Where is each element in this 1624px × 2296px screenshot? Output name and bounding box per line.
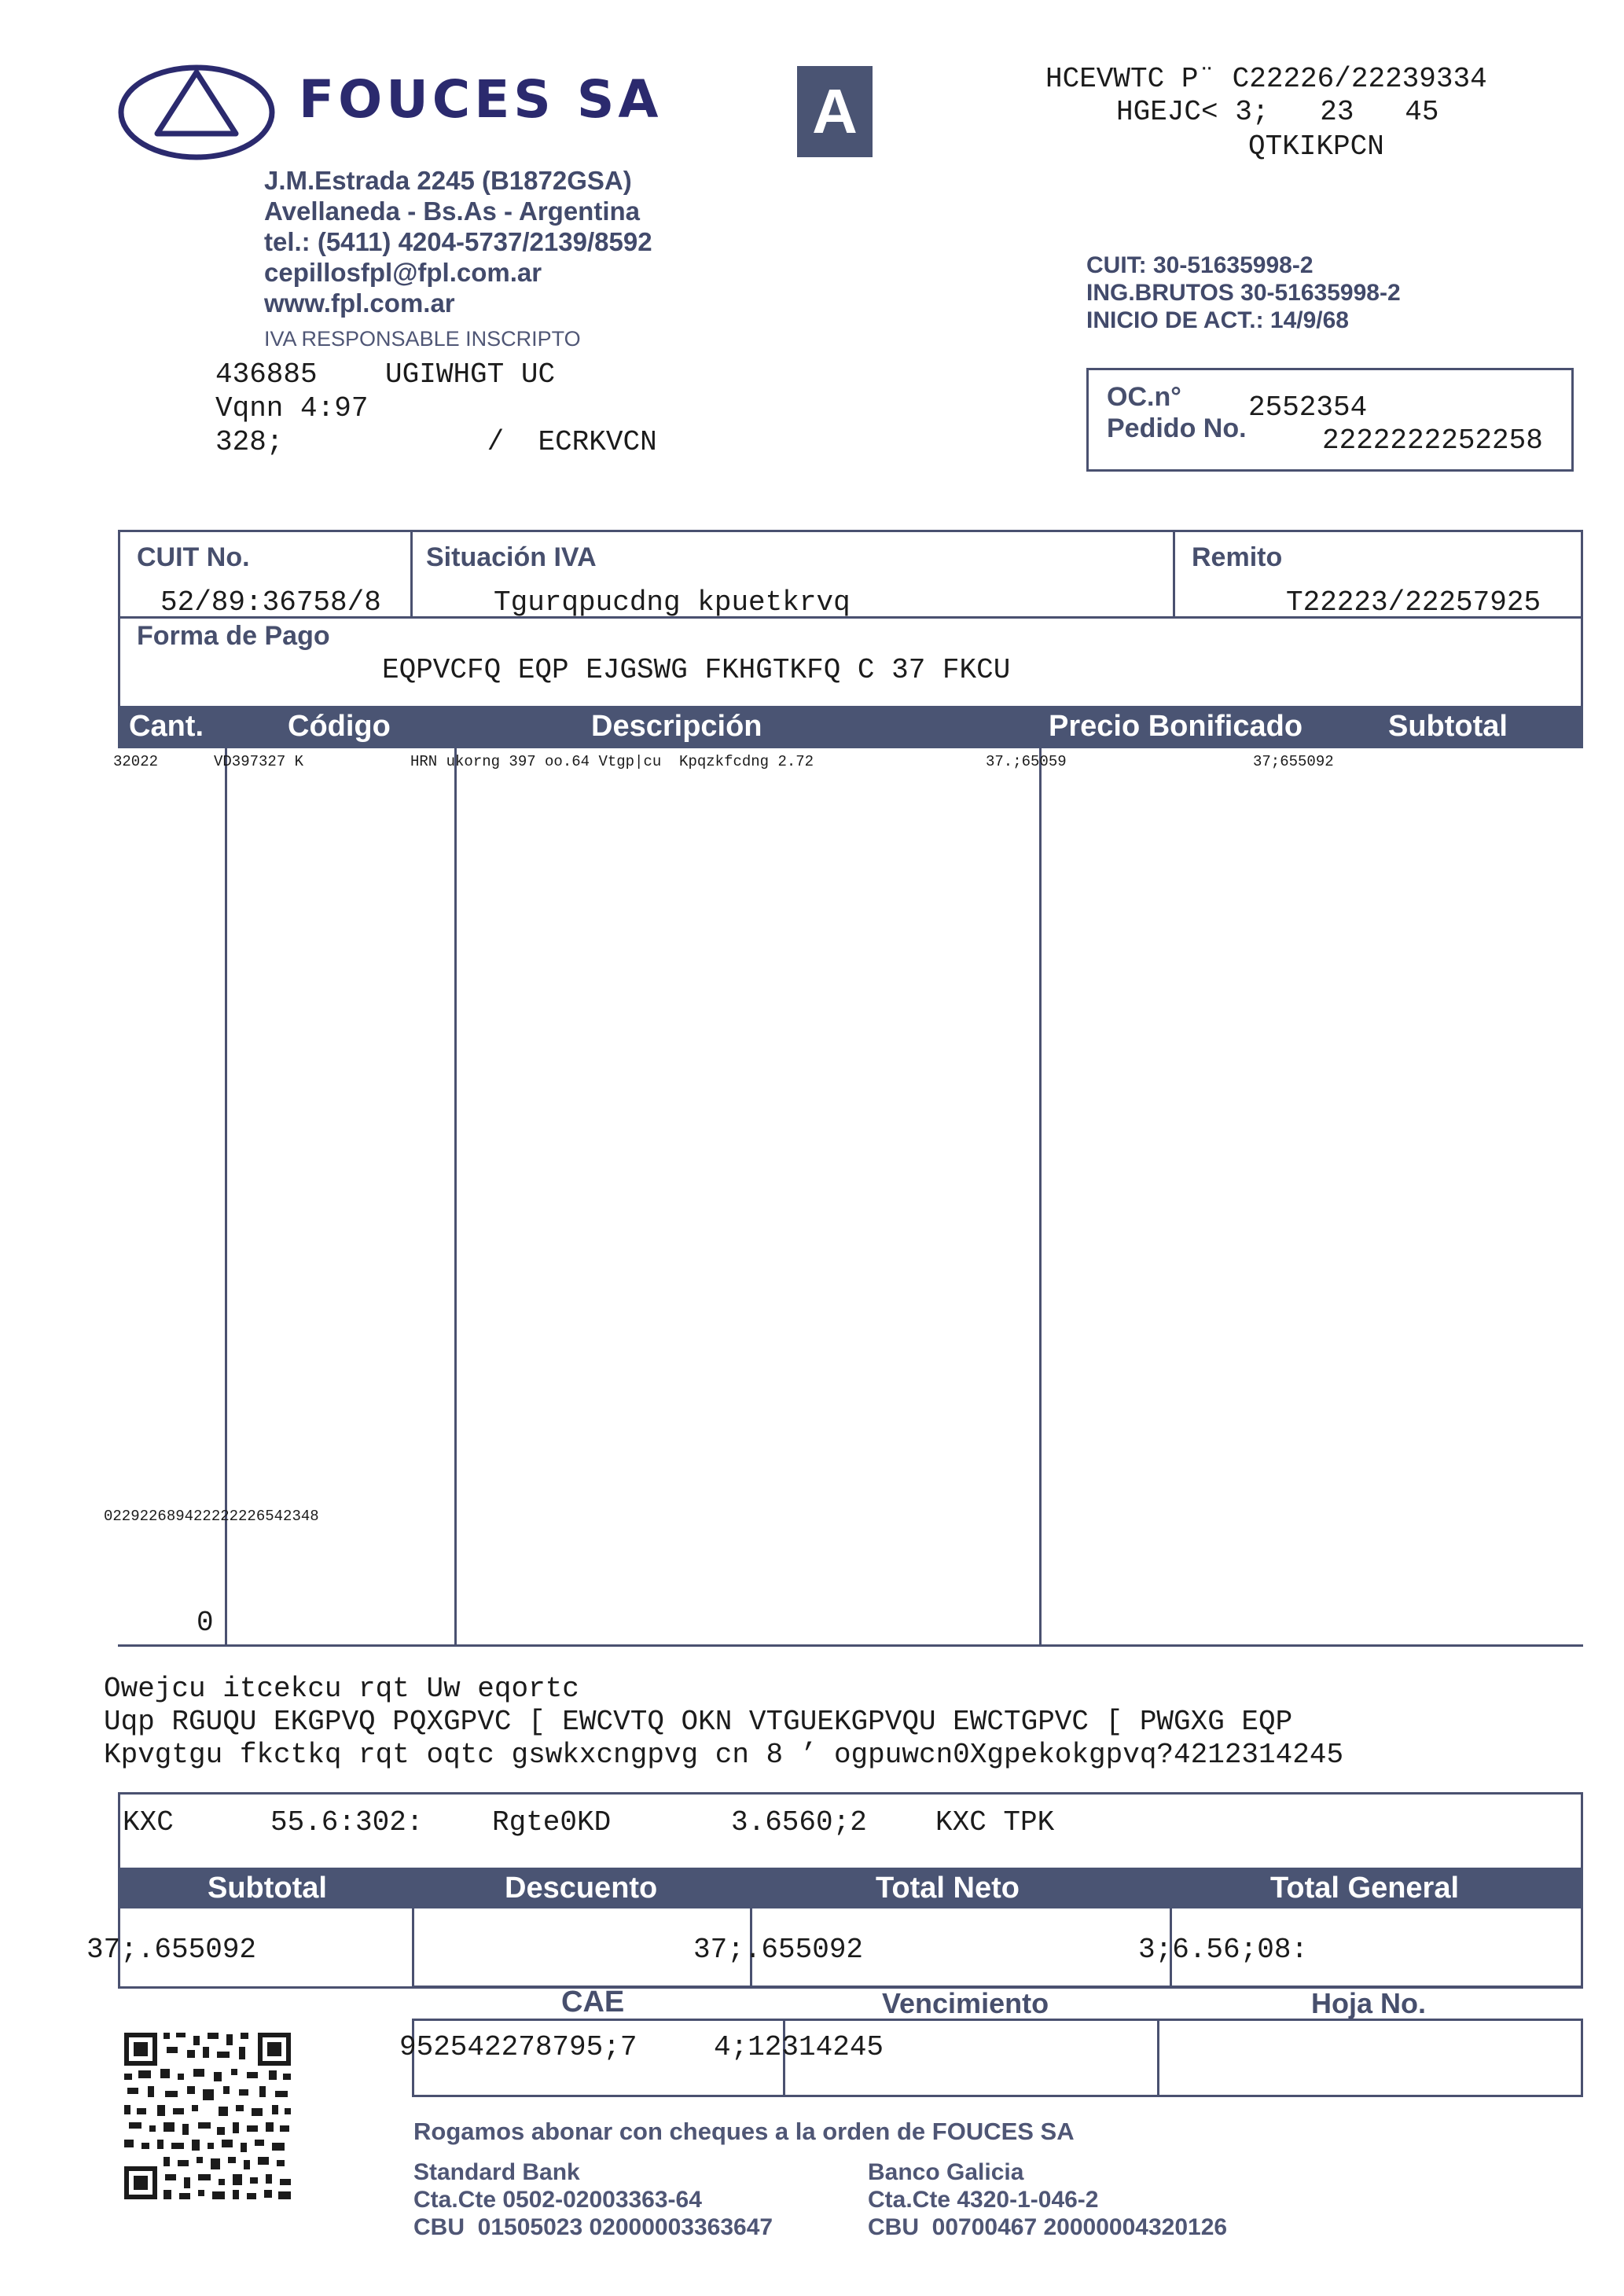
- header-line-2: HGEJC< 3; 23 45: [1116, 96, 1439, 128]
- total-neto-value: 37;.655092: [693, 1934, 864, 1966]
- totals-header: [118, 1868, 1583, 1908]
- bank1-cta: Cta.Cte 0502-02003363-64: [413, 2187, 702, 2213]
- col-precio: Precio Bonificado: [1049, 710, 1303, 743]
- company-cuit: CUIT: 30-51635998-2: [1086, 252, 1314, 278]
- notes-line-1: Owejcu itcekcu rqt Uw eqortc: [104, 1673, 579, 1705]
- total-general-value: 3;6.56;08:: [1138, 1934, 1309, 1966]
- address-line: www.fpl.com.ar: [264, 288, 455, 318]
- vencimiento-label: Vencimiento: [882, 1987, 1049, 2019]
- column-divider: [1157, 2019, 1159, 2097]
- bank1-cbu: CBU 01505023 02000003363647: [413, 2214, 773, 2240]
- address-line: tel.: (5411) 4204-5737/2139/8592: [264, 227, 652, 256]
- total-subtotal-value: 37;.655092: [86, 1934, 257, 1966]
- hoja-label: Hoja No.: [1311, 1987, 1427, 2019]
- customer-line-1: 436885 UGIWHGT UC: [215, 358, 556, 391]
- items-bottom-line: [118, 1644, 1583, 1647]
- remito-value: T22223/22257925: [1286, 586, 1541, 619]
- item-codigo: VD397327 K: [214, 753, 304, 770]
- oc-value: 2552354: [1248, 391, 1368, 424]
- tax-perc-label: Rgte0KD: [492, 1806, 612, 1839]
- item-cant: 32022: [113, 753, 159, 770]
- company-address: [264, 165, 652, 318]
- customer-line-3: 328; / ECRKVCN: [215, 426, 657, 458]
- remito-label: Remito: [1192, 542, 1283, 572]
- col-codigo: Código: [288, 710, 391, 743]
- cae-label: CAE: [561, 1986, 625, 2019]
- notes-line-2: Uqp RGUQU EKGPVQ PQXGPVC [ EWCVTQ OKN VTGUEKGPVQU EWCTGPVC [ PWGXG EQP: [104, 1706, 1293, 1738]
- bank-galicia: [868, 2158, 1227, 2241]
- col-cant: Cant.: [129, 710, 204, 743]
- company-tax-ids: [1086, 252, 1401, 334]
- tax-iva-rni: KXC TPK: [935, 1806, 1055, 1839]
- pedido-value: 2222222252258: [1322, 424, 1543, 457]
- oc-label: OC.n°: [1107, 382, 1181, 412]
- forma-pago-label: Forma de Pago: [137, 621, 330, 651]
- bank1-name: Standard Bank: [413, 2159, 580, 2185]
- company-inicio-act: INICIO DE ACT.: 14/9/68: [1086, 307, 1349, 333]
- column-divider: [1039, 748, 1042, 1646]
- divider: [410, 530, 413, 618]
- iva-label: Situación IVA: [426, 542, 597, 572]
- invoice-letter: A: [812, 76, 858, 146]
- item-descripcion: HRN ukorng 397 oo.64 Vtgp|cu Kpqzkfcdng 2.72: [410, 753, 814, 770]
- cae-value: 952542278795;7: [399, 2031, 637, 2063]
- totals-col-descuento: Descuento: [505, 1872, 658, 1905]
- forma-pago-value: EQPVCFQ EQP EJGSWG FKHGTKFQ C 37 FKCU: [382, 654, 1011, 686]
- col-descripcion: Descripción: [591, 710, 762, 743]
- divider: [1173, 530, 1175, 618]
- items-footer-zero: 0: [197, 1607, 214, 1639]
- item-precio: 37.;65059: [986, 753, 1067, 770]
- address-line: J.M.Estrada 2245 (B1872GSA): [264, 166, 632, 195]
- bank2-cta: Cta.Cte 4320-1-046-2: [868, 2187, 1099, 2213]
- column-divider: [412, 1908, 414, 1989]
- item-subtotal: 37;655092: [1253, 753, 1334, 770]
- items-header: [118, 706, 1583, 748]
- col-subtotal: Subtotal: [1388, 710, 1508, 743]
- tax-iva-value: 55.6:302:: [270, 1806, 424, 1839]
- iva-status: IVA RESPONSABLE INSCRIPTO: [264, 327, 581, 351]
- tax-perc-value: 3.6560;2: [731, 1806, 867, 1839]
- vencimiento-value: 4;12314245: [714, 2031, 884, 2063]
- address-line: cepillosfpl@fpl.com.ar: [264, 258, 542, 287]
- totals-col-general: Total General: [1270, 1872, 1460, 1905]
- tax-iva-label: KXC: [123, 1806, 174, 1839]
- header-line-3: QTKIKPCN: [1248, 130, 1384, 163]
- company-ing-brutos: ING.BRUTOS 30-51635998-2: [1086, 280, 1401, 306]
- customer-line-2: Vqnn 4:97: [215, 392, 369, 424]
- bank2-name: Banco Galicia: [868, 2159, 1024, 2185]
- items-footer-code: 022922689422222226542348: [104, 1508, 319, 1525]
- qr-code-icon: [121, 2030, 294, 2202]
- payment-instruction: Rogamos abonar con cheques a la orden de FOUCES SA: [413, 2118, 1075, 2145]
- header-line-1: HCEVWTC P¨ C22226/22239334: [1045, 63, 1487, 95]
- company-name: FOUCES SA: [299, 69, 663, 130]
- bank2-cbu: CBU 00700467 20000004320126: [868, 2214, 1228, 2240]
- notes-line-3: Kpvgtgu fkctkq rqt oqtc gswkxcngpvg cn 8 ’ ogpuwcn0Xgpekokgpvq?4212314245: [104, 1739, 1344, 1771]
- cuit-value: 52/89:36758/8: [160, 586, 381, 619]
- column-divider: [454, 748, 457, 1646]
- cuit-label: CUIT No.: [137, 542, 250, 572]
- totals-col-neto: Total Neto: [876, 1872, 1020, 1905]
- pedido-label: Pedido No.: [1107, 413, 1247, 443]
- bank-standard: [413, 2158, 773, 2241]
- invoice-letter-badge: [797, 66, 873, 157]
- totals-col-subtotal: Subtotal: [208, 1872, 327, 1905]
- company-logo-icon: [118, 64, 275, 160]
- iva-value: Tgurqpucdng kpuetkrvq: [494, 586, 851, 619]
- address-line: Avellaneda - Bs.As - Argentina: [264, 197, 641, 226]
